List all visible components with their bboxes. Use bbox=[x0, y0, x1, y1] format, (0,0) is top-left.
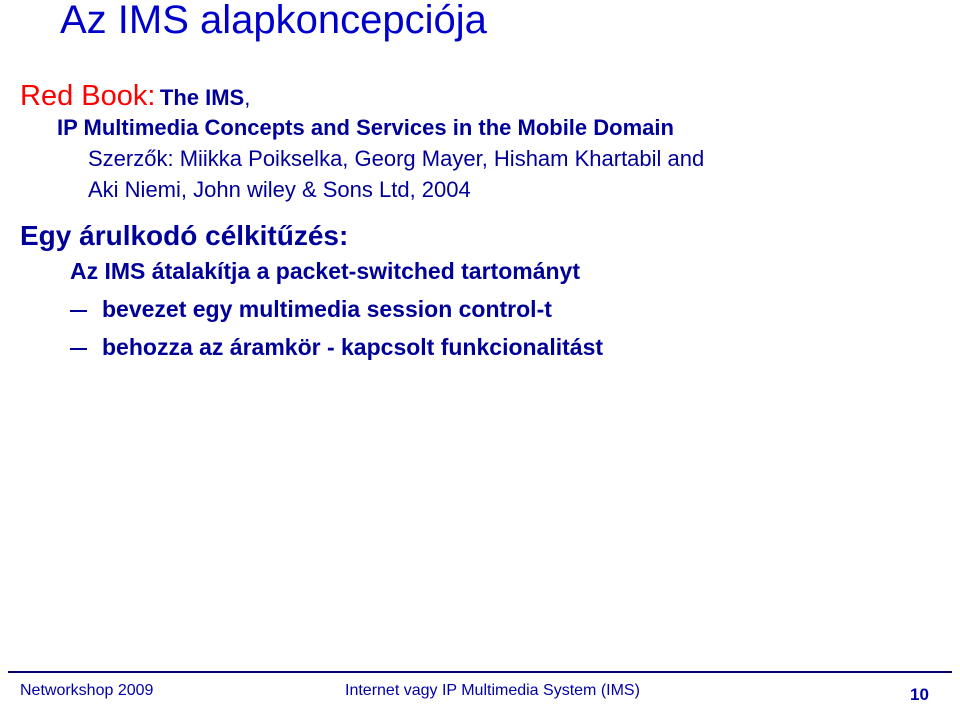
book-title: IP Multimedia Concepts and Services in the Mobile Domain bbox=[57, 115, 674, 140]
bullet-text: behozza az áramkör - kapcsolt funkcionalitást bbox=[102, 334, 604, 360]
book-authors-line-1: Szerzők: Miikka Poikselka, Georg Mayer, Hisham Khartabil and bbox=[88, 146, 705, 171]
goal-heading: Egy árulkodó célkitűzés: bbox=[20, 220, 349, 251]
dash-bullet-icon bbox=[70, 310, 87, 312]
footer-divider bbox=[8, 671, 952, 673]
slide-title: Az IMS alapkoncepciója bbox=[60, 0, 487, 42]
book-authors-line-2: Aki Niemi, John wiley & Sons Ltd, 2004 bbox=[88, 177, 471, 202]
dash-bullet-icon bbox=[70, 348, 87, 350]
bullet-item bbox=[70, 296, 552, 323]
goal-statement: Az IMS átalakítja a packet-switched tartományt bbox=[70, 258, 580, 284]
bullet-item bbox=[70, 334, 603, 361]
page-number: 10 bbox=[910, 685, 929, 704]
red-book-label: Red Book: bbox=[20, 80, 156, 112]
book-title-start: The IMS bbox=[159, 85, 245, 110]
bullet-text: bevezet egy multimedia session control-t bbox=[102, 296, 552, 322]
footer-topic: Internet vagy IP Multimedia System (IMS) bbox=[345, 682, 640, 699]
red-book-line bbox=[20, 80, 250, 113]
footer-event: Networkshop 2009 bbox=[20, 682, 154, 699]
book-title-separator: , bbox=[244, 85, 251, 110]
